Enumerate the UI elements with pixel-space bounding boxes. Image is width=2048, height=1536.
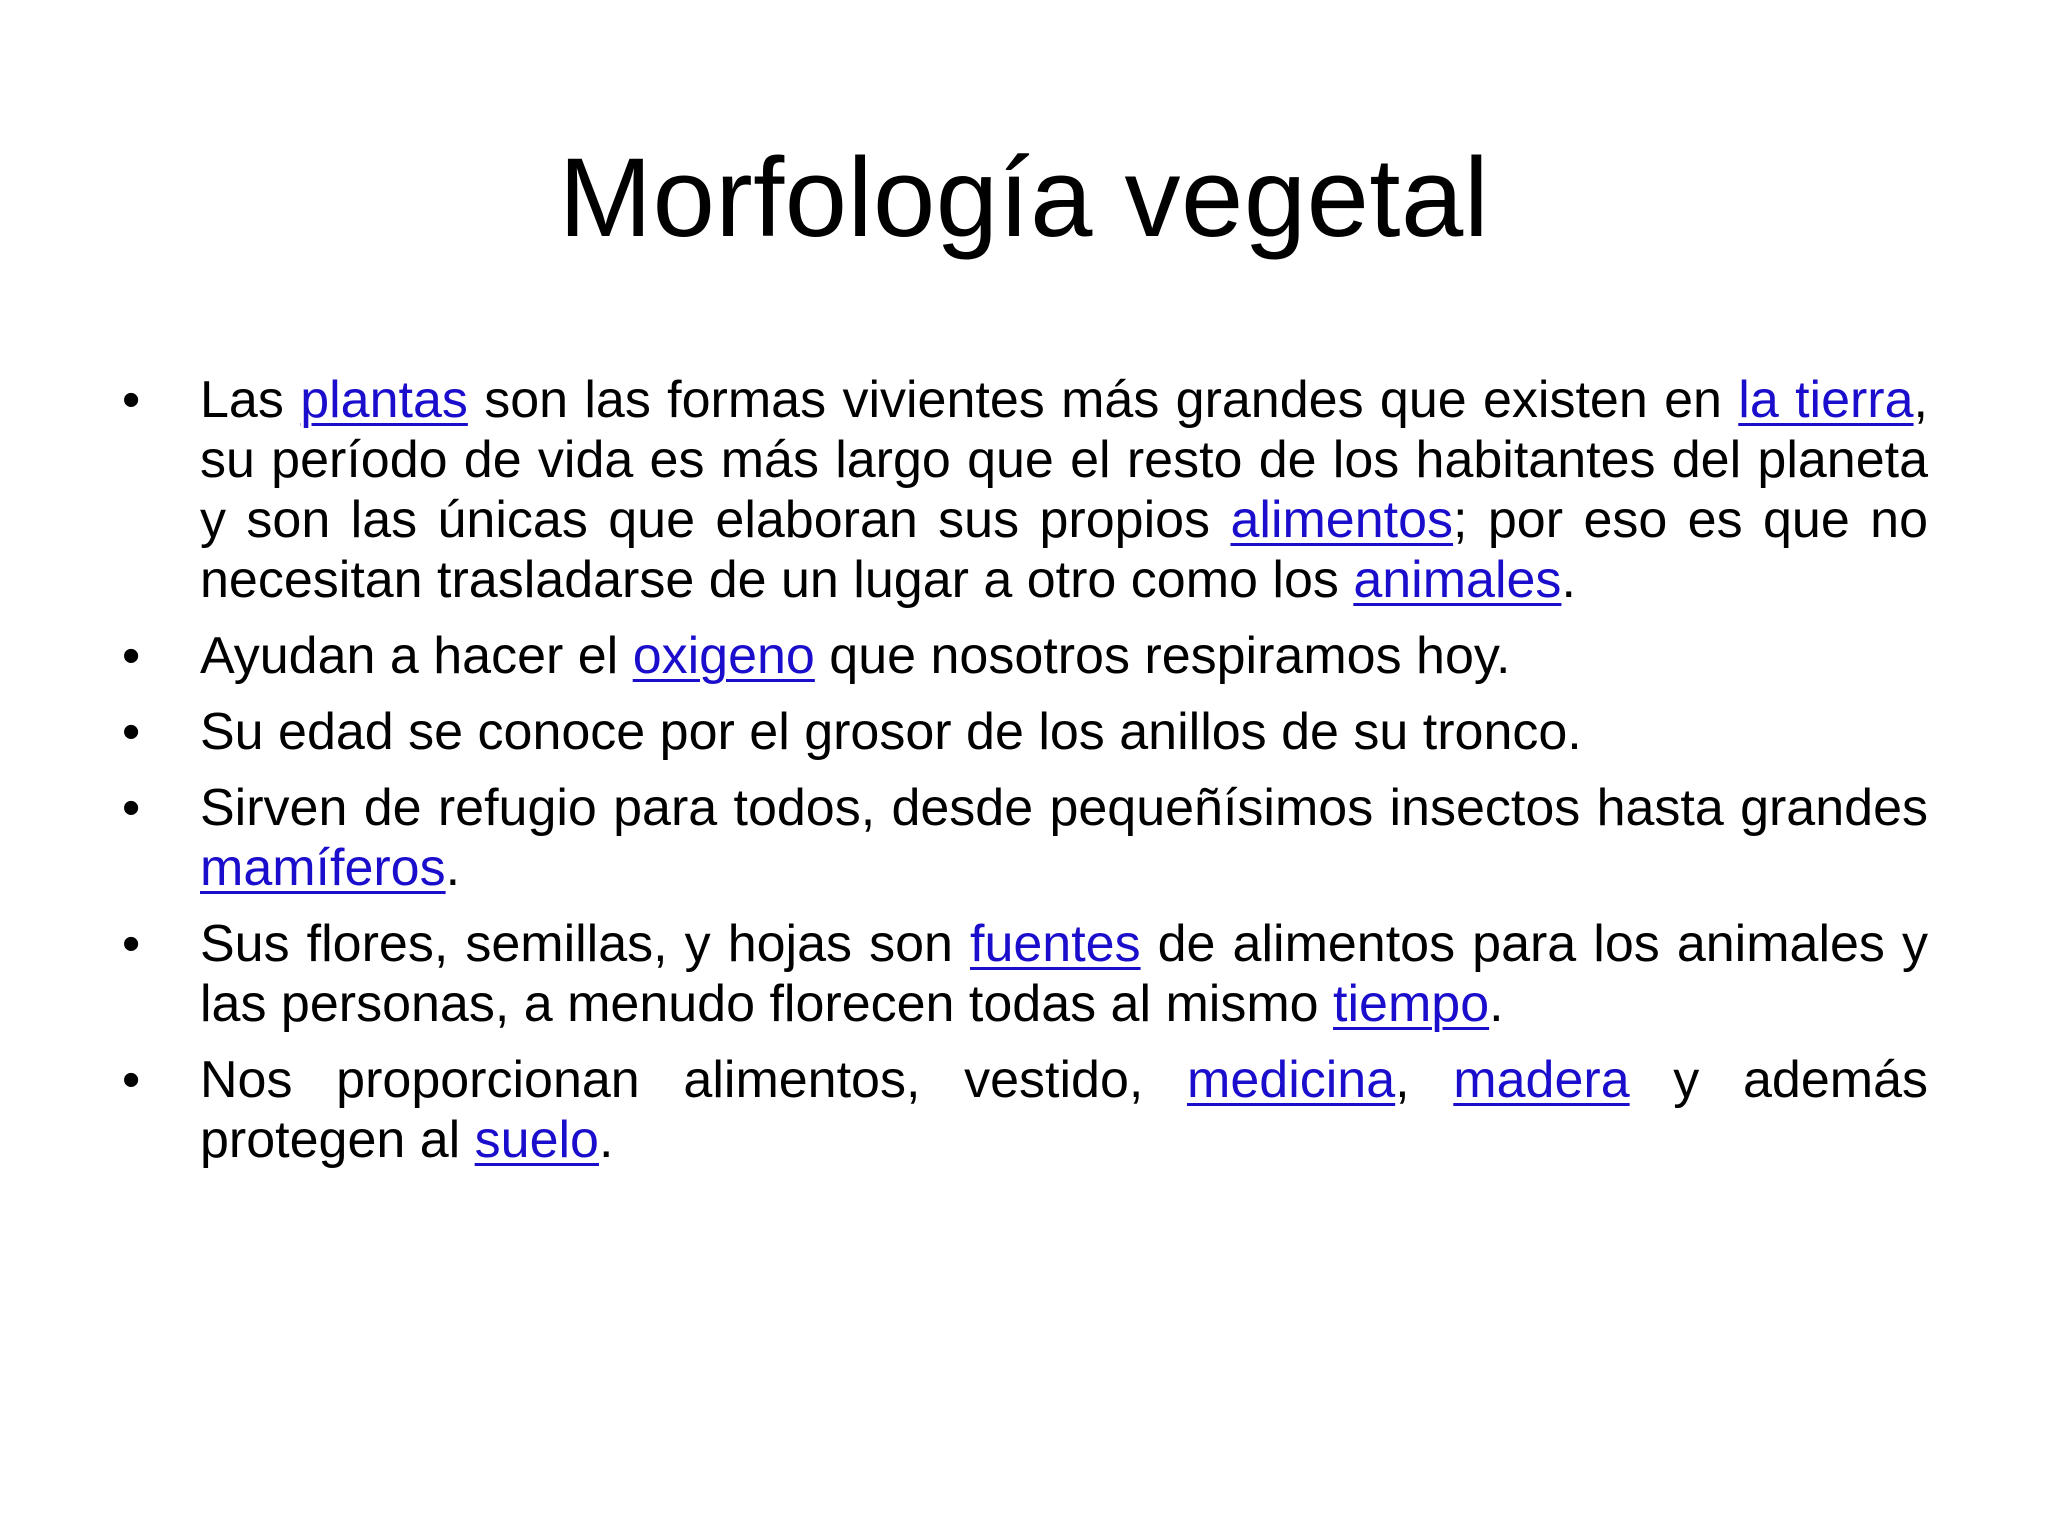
link-tiempo[interactable]: tiempo	[1333, 975, 1490, 1033]
bullet-text: Sus flores, semillas, y hojas son	[200, 915, 970, 973]
bullet-text: Nos proporcionan alimentos, vestido,	[200, 1051, 1188, 1109]
link-animales[interactable]: animales	[1353, 551, 1562, 609]
bullet-text: , su período de vida es más largo que el resto de los habitantes del planeta y son las únicas que elaboran sus propios	[200, 371, 1928, 549]
bullet-text: y además protegen al	[200, 1051, 1929, 1169]
bullet-list	[200, 370, 1928, 1186]
bullet-text: .	[598, 1111, 614, 1169]
bullet-item-4	[200, 778, 1928, 898]
bullet-item-1	[200, 370, 1928, 610]
bullet-item-6	[200, 1050, 1928, 1170]
bullet-text: Su edad se conoce por el grosor de los anillos de su tronco.	[200, 703, 1582, 761]
bullet-text: ; por eso es que no necesitan trasladarse de un lugar a otro como los	[200, 491, 1929, 609]
bullet-text: .	[1561, 551, 1576, 609]
link-fuentes[interactable]: fuentes	[970, 915, 1141, 973]
slide-title: Morfología vegetal	[558, 135, 1490, 260]
bullet-text: ,	[1395, 1051, 1454, 1109]
link-alimentos[interactable]: alimentos	[1230, 491, 1454, 549]
bullet-text: .	[1489, 975, 1504, 1033]
bullet-text: son las formas vivientes más grandes que existen en	[467, 371, 1739, 429]
link-madera[interactable]: madera	[1453, 1051, 1630, 1109]
bullet-text: Las	[200, 371, 301, 429]
link-mamiferos[interactable]: mamíferos	[200, 839, 446, 897]
link-medicina[interactable]: medicina	[1187, 1051, 1396, 1109]
bullet-item-3	[200, 702, 1928, 762]
link-suelo[interactable]: suelo	[474, 1111, 599, 1169]
bullet-text: que nosotros respiramos hoy.	[814, 627, 1511, 685]
bullet-text: .	[445, 839, 461, 897]
link-oxigeno[interactable]: oxigeno	[632, 627, 815, 685]
bullet-item-5	[200, 914, 1928, 1034]
bullet-text: Ayudan a hacer el	[200, 627, 633, 685]
link-plantas[interactable]: plantas	[300, 371, 468, 429]
bullet-item-2	[200, 626, 1928, 686]
bullet-text: Sirven de refugio para todos, desde pequeñísimos insectos hasta grandes	[200, 779, 1928, 837]
bullet-text: de alimentos para los animales y las personas, a menudo florecen todas al mismo	[200, 915, 1928, 1033]
link-la-tierra[interactable]: la tierra	[1738, 371, 1914, 429]
